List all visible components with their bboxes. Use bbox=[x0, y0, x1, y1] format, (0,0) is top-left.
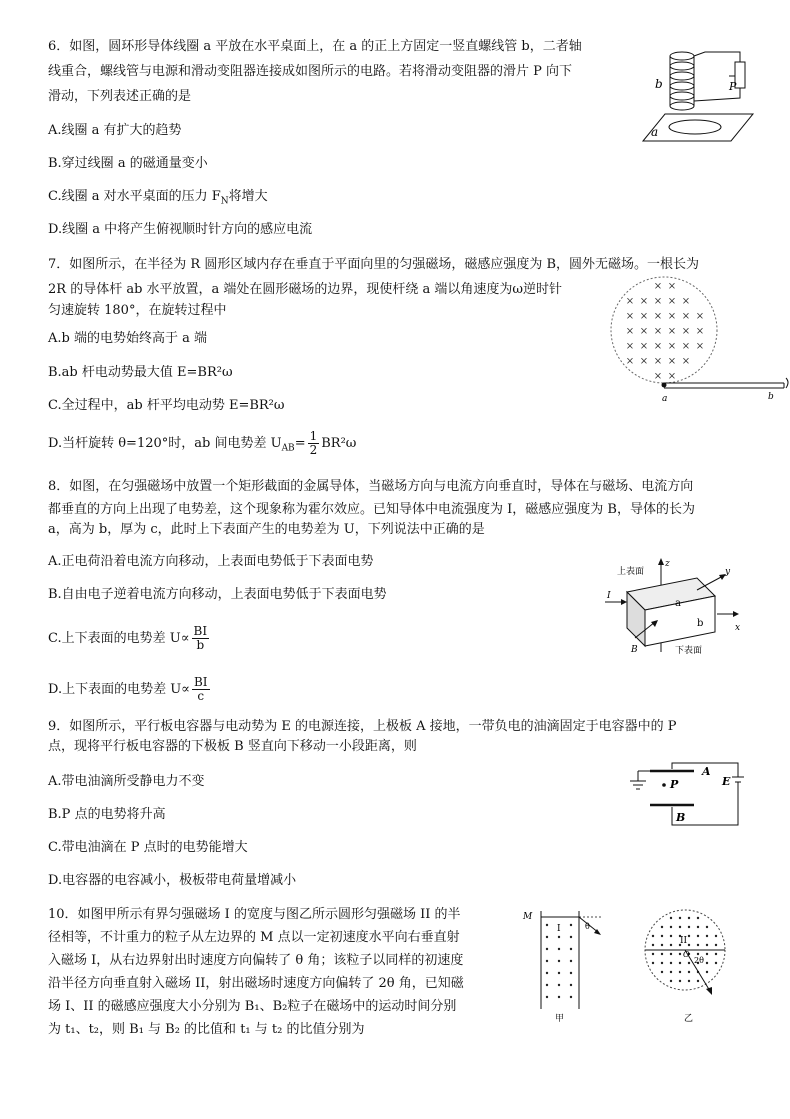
field-dot-mark bbox=[697, 935, 699, 937]
q6-option-d: D.线圈 a 中将产生俯视顺时针方向的感应电流 bbox=[48, 222, 313, 237]
q6-option-a: A.线圈 a 有扩大的趋势 bbox=[48, 123, 182, 138]
field-cross-mark: × bbox=[681, 326, 691, 337]
field-dot-mark bbox=[546, 960, 548, 962]
field-dot-mark bbox=[706, 971, 708, 973]
svg-text:甲: 甲 bbox=[555, 1014, 565, 1024]
svg-text:A: A bbox=[702, 765, 711, 778]
q10-line5: 场 I、II 的磁感应强度大小分别为 B₁、B₂粒子在磁场中的运动时间分别 bbox=[48, 999, 457, 1014]
field-dot-mark bbox=[558, 984, 560, 986]
field-dot-mark bbox=[706, 962, 708, 964]
field-dot-mark bbox=[688, 935, 690, 937]
svg-text:b: b bbox=[768, 392, 774, 402]
field-dot-mark bbox=[688, 926, 690, 928]
svg-text:B: B bbox=[631, 645, 638, 655]
field-cross-mark: × bbox=[625, 341, 635, 352]
field-dot-mark bbox=[697, 953, 699, 955]
q7-stem-line3: 匀速旋转 180°，在旋转过程中 bbox=[48, 303, 227, 318]
svg-text:b: b bbox=[697, 618, 704, 629]
q9-option-c: C.带电油滴在 P 点时的电势能增大 bbox=[48, 840, 248, 855]
field-dot-mark bbox=[670, 962, 672, 964]
q10-line2: 径相等，不计重力的粒子从左边界的 M 点以一定初速度水平向右垂直射 bbox=[48, 930, 460, 945]
q9-option-b: B.P 点的电势将升高 bbox=[48, 807, 166, 822]
field-dot-mark bbox=[661, 944, 663, 946]
field-dot-mark bbox=[715, 935, 717, 937]
field-cross-mark: × bbox=[625, 296, 635, 307]
field-dot-mark bbox=[570, 984, 572, 986]
svg-text:I: I bbox=[607, 591, 611, 601]
field-cross-mark: × bbox=[639, 311, 649, 322]
q10-figure-yi bbox=[640, 905, 750, 1025]
q7-option-a: A.b 端的电势始终高于 a 端 bbox=[48, 331, 207, 346]
q7-magnetic-field-figure bbox=[602, 275, 790, 405]
q9-stem-line1: 9．如图所示，平行板电容器与电动势为 E 的电源连接，上极板 A 接地，一带负电的油滴固定于电容器中的 P bbox=[48, 719, 677, 734]
svg-text:乙: 乙 bbox=[684, 1014, 694, 1024]
field-dot-mark bbox=[697, 917, 699, 919]
field-cross-mark: × bbox=[653, 281, 663, 292]
field-dot-mark bbox=[546, 948, 548, 950]
field-cross-mark: × bbox=[681, 296, 691, 307]
q10-line4: 沿半径方向垂直射入磁场 II，射出磁场时速度方向偏转了 2θ 角，已知磁 bbox=[48, 976, 464, 991]
field-cross-mark: × bbox=[639, 326, 649, 337]
field-cross-mark: × bbox=[681, 341, 691, 352]
field-cross-mark: × bbox=[653, 326, 663, 337]
field-dot-mark bbox=[661, 971, 663, 973]
field-dot-mark bbox=[670, 917, 672, 919]
q6-option-c: C.线圈 a 对水平桌面的压力 $F_N$将增大 bbox=[48, 189, 268, 207]
field-dot-mark bbox=[679, 962, 681, 964]
field-cross-mark: × bbox=[653, 341, 663, 352]
field-cross-mark: × bbox=[681, 311, 691, 322]
field-cross-mark: × bbox=[653, 311, 663, 322]
q8-option-b: B.自由电子逆着电流方向移动，上表面电势低于下表面电势 bbox=[48, 587, 387, 602]
field-dot-mark bbox=[558, 960, 560, 962]
q7-stem-line1: 7．如图所示，在半径为 R 圆形区域内存在垂直于平面向里的匀强磁场，磁感应强度为 B，圆外无磁场。一根长为 bbox=[48, 257, 700, 272]
q9-option-a: A.带电油滴所受静电力不变 bbox=[48, 774, 205, 789]
field-cross-mark: × bbox=[667, 341, 677, 352]
svg-text:E: E bbox=[722, 775, 731, 788]
field-dot-mark bbox=[570, 948, 572, 950]
svg-text:a: a bbox=[675, 598, 681, 609]
q10-line3: 入磁场 I，从右边界射出时速度方向偏转了 θ 角；该粒子以同样的初速度 bbox=[48, 953, 464, 968]
svg-text:z: z bbox=[665, 559, 670, 569]
q9-stem-line2: 点，现将平行板电容器的下极板 B 竖直向下移动一小段距离，则 bbox=[48, 739, 417, 754]
field-cross-mark: × bbox=[639, 296, 649, 307]
q6-stem-line1: 6．如图，圆环形导体线圈 a 平放在水平桌面上，在 a 的正上方固定一竖直螺线管 b，二者轴 bbox=[48, 39, 582, 54]
field-dot-mark bbox=[652, 953, 654, 955]
svg-text:P: P bbox=[670, 778, 679, 791]
field-cross-mark: × bbox=[667, 296, 677, 307]
field-cross-mark: × bbox=[667, 371, 677, 382]
q6-option-b: B.穿过线圈 a 的磁通量变小 bbox=[48, 156, 208, 171]
svg-text:上表面: 上表面 bbox=[617, 567, 645, 577]
field-dot-mark bbox=[679, 917, 681, 919]
field-dot-mark bbox=[546, 996, 548, 998]
field-dot-mark bbox=[688, 917, 690, 919]
q8-stem-line1: 8．如图，在匀强磁场中放置一个矩形截面的金属导体，当磁场方向与电流方向垂直时，导体在与磁场、电流方向 bbox=[48, 479, 694, 494]
field-cross-mark: × bbox=[667, 356, 677, 367]
field-dot-mark bbox=[670, 980, 672, 982]
field-dot-mark bbox=[661, 935, 663, 937]
svg-text:B: B bbox=[676, 811, 686, 824]
field-dot-mark bbox=[558, 996, 560, 998]
field-cross-mark: × bbox=[639, 341, 649, 352]
svg-text:2θ: 2θ bbox=[694, 956, 704, 965]
field-dot-mark bbox=[652, 962, 654, 964]
field-dot-mark bbox=[558, 936, 560, 938]
field-cross-mark: × bbox=[625, 326, 635, 337]
field-dot-mark bbox=[706, 926, 708, 928]
svg-text:θ: θ bbox=[585, 922, 590, 931]
field-dot-mark bbox=[715, 944, 717, 946]
q6-stem-line2: 线重合，螺线管与电源和滑动变阻器连接成如图所示的电路。若将滑动变阻器的滑片 P 向下 bbox=[48, 64, 573, 79]
q8-option-d: D.上下表面的电势差 U∝ $\frac{BI}{c}$ bbox=[48, 675, 208, 703]
field-cross-mark: × bbox=[695, 341, 705, 352]
field-cross-mark: × bbox=[639, 356, 649, 367]
field-dot-mark bbox=[715, 962, 717, 964]
field-dot-mark bbox=[570, 972, 572, 974]
field-dot-mark bbox=[661, 962, 663, 964]
field-dot-mark bbox=[670, 971, 672, 973]
field-dot-mark bbox=[697, 980, 699, 982]
field-dot-mark bbox=[688, 980, 690, 982]
field-dot-mark bbox=[661, 926, 663, 928]
q8-option-a: A.正电荷沿着电流方向移动，上表面电势低于下表面电势 bbox=[48, 554, 374, 569]
field-dot-mark bbox=[558, 972, 560, 974]
q9-capacitor-figure bbox=[620, 757, 745, 827]
field-dot-mark bbox=[670, 953, 672, 955]
svg-text:a: a bbox=[651, 125, 659, 139]
field-dot-mark bbox=[558, 948, 560, 950]
field-dot-mark bbox=[570, 924, 572, 926]
field-cross-mark: × bbox=[625, 356, 635, 367]
field-cross-mark: × bbox=[681, 356, 691, 367]
q8-stem-line2: 都垂直的方向上出现了电势差，这个现象称为霍尔效应。已知导体中电流强度为 I，磁感应强度为 B，导体的长为 bbox=[48, 502, 695, 517]
q8-option-c: C.上下表面的电势差 U∝ $\frac{BI}{b}$ bbox=[48, 624, 208, 652]
field-dot-mark bbox=[652, 944, 654, 946]
field-dot-mark bbox=[697, 944, 699, 946]
q10-line1: 10．如图甲所示有界匀强磁场 I 的宽度与图乙所示圆形匀强磁场 II 的半 bbox=[48, 907, 461, 922]
field-cross-mark: × bbox=[653, 356, 663, 367]
field-dot-mark bbox=[546, 936, 548, 938]
field-dot-mark bbox=[706, 935, 708, 937]
q8-hall-effect-figure bbox=[605, 556, 745, 656]
field-dot-mark bbox=[546, 924, 548, 926]
field-dot-mark bbox=[679, 926, 681, 928]
svg-text:II: II bbox=[680, 936, 688, 946]
q10-line6: 为 t₁、t₂，则 B₁ 与 B₂ 的比值和 t₁ 与 t₂ 的比值分别为 bbox=[48, 1022, 365, 1037]
svg-text:a: a bbox=[662, 394, 668, 404]
q8-stem-line3: a，高为 b，厚为 c，此时上下表面产生的电势差为 U，下列说法中正确的是 bbox=[48, 522, 485, 537]
field-dot-mark bbox=[679, 971, 681, 973]
q10-figure-jia bbox=[515, 905, 620, 1025]
field-cross-mark: × bbox=[695, 326, 705, 337]
svg-text:b: b bbox=[655, 77, 663, 91]
q7-stem-line2: 2R 的导体杆 ab 水平放置，a 端处在圆形磁场的边界，现使杆绕 a 端以角速度为ω逆时针 bbox=[48, 282, 563, 297]
field-dot-mark bbox=[546, 972, 548, 974]
field-dot-mark bbox=[706, 953, 708, 955]
field-dot-mark bbox=[670, 926, 672, 928]
field-dot-mark bbox=[661, 953, 663, 955]
field-dot-mark bbox=[570, 936, 572, 938]
field-dot-mark bbox=[652, 935, 654, 937]
field-cross-mark: × bbox=[667, 281, 677, 292]
field-cross-mark: × bbox=[667, 326, 677, 337]
field-dot-mark bbox=[679, 980, 681, 982]
field-dot-mark bbox=[570, 996, 572, 998]
field-dot-mark bbox=[670, 935, 672, 937]
q6-stem-line3: 滑动，下列表述正确的是 bbox=[48, 89, 192, 104]
svg-text:I: I bbox=[557, 924, 561, 934]
field-dot-mark bbox=[570, 960, 572, 962]
svg-text:y: y bbox=[725, 567, 731, 577]
q7-option-b: B.ab 杆电动势最大值 E=BR²ω bbox=[48, 365, 233, 380]
q7-option-c: C.全过程中，ab 杆平均电动势 E=BR²ω bbox=[48, 398, 285, 413]
field-cross-mark: × bbox=[695, 311, 705, 322]
field-dot-mark bbox=[688, 962, 690, 964]
svg-text:下表面: 下表面 bbox=[675, 646, 703, 656]
field-dot-mark bbox=[706, 944, 708, 946]
field-dot-mark bbox=[679, 953, 681, 955]
field-cross-mark: × bbox=[653, 371, 663, 382]
svg-text:x: x bbox=[735, 623, 741, 633]
q9-option-d: D.电容器的电容减小，极板带电荷量增减小 bbox=[48, 873, 297, 888]
field-dot-mark bbox=[697, 926, 699, 928]
svg-text:M: M bbox=[523, 912, 533, 922]
svg-text:O: O bbox=[683, 950, 690, 959]
field-dot-mark bbox=[715, 953, 717, 955]
field-dot-mark bbox=[670, 944, 672, 946]
field-dot-mark bbox=[546, 984, 548, 986]
q6-solenoid-figure bbox=[625, 46, 755, 146]
field-cross-mark: × bbox=[625, 311, 635, 322]
field-cross-mark: × bbox=[653, 296, 663, 307]
q7-option-d: D.当杆旋转 θ=120°时，ab 间电势差 $U_{AB}=$ $\frac{1}{2}$ BR²ω bbox=[48, 429, 357, 457]
field-dot-mark bbox=[688, 944, 690, 946]
svg-text:P: P bbox=[729, 80, 737, 93]
field-dot-mark bbox=[688, 971, 690, 973]
field-cross-mark: × bbox=[667, 311, 677, 322]
